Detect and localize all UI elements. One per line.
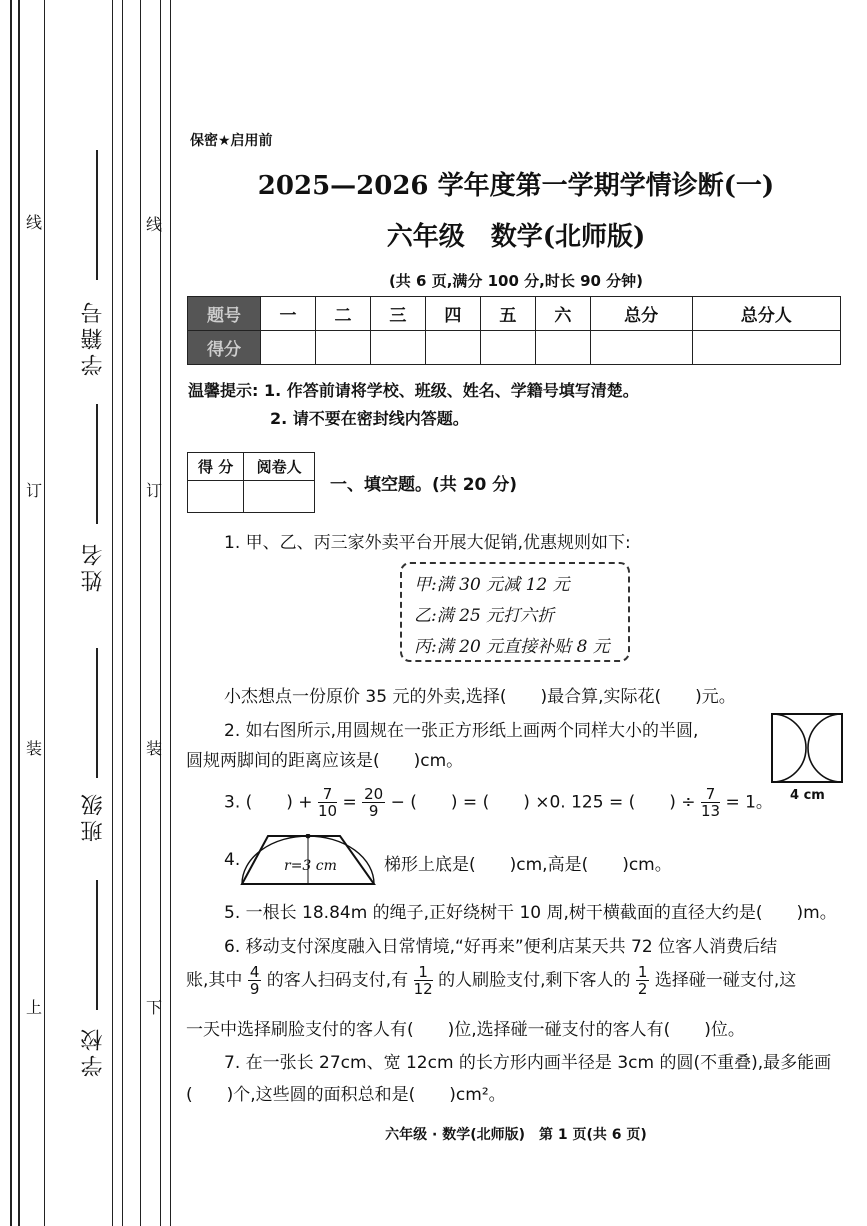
score-cell[interactable] <box>590 331 692 365</box>
question-7-line-1: 7. 在一张长 27cm、宽 12cm 的长方形内画半径是 3cm 的圆(不重叠),最多能画 <box>224 1053 832 1073</box>
grader-score-header: 得 分 <box>188 453 244 481</box>
discount-rule-jia: 甲:满 30 元减 12 元 <box>414 575 570 595</box>
exam-info: (共 6 页,满分 100 分,时长 90 分钟) <box>388 272 644 290</box>
seal-mark-zhuang-outer: 装 <box>26 739 43 758</box>
fraction-7-13: $\frac{7}{13}$ <box>700 785 721 820</box>
q3-part-b: = <box>342 792 357 813</box>
question-6-line-3: 一天中选择刷脸支付的客人有( )位,选择碰一碰支付的客人有( )位。 <box>186 1020 745 1040</box>
school-field[interactable] <box>96 880 112 1010</box>
score-col-grader: 总分人 <box>692 297 840 331</box>
question-1-text: 1. 甲、乙、丙三家外卖平台开展大促销,优惠规则如下: <box>224 533 631 553</box>
fraction-1-12: $\frac{1}{12}$ <box>413 963 433 998</box>
score-table <box>187 296 841 365</box>
seal-mark-xia-inner: 下 <box>146 998 163 1017</box>
q6-part-b: 的客人扫码支付,有 <box>266 970 409 991</box>
q6-part-c: 的人刷脸支付,剩下客人的 <box>438 970 631 991</box>
tips-label: 温馨提示: <box>188 381 259 400</box>
discount-rule-yi: 乙:满 25 元打六折 <box>414 606 555 626</box>
score-cell[interactable] <box>480 331 535 365</box>
score-row-label-score: 得分 <box>188 331 261 365</box>
tip-2: 2. 请不要在密封线内答题。 <box>270 409 469 428</box>
radius-label: r=3 cm <box>284 858 337 874</box>
q3-part-d: = 1。 <box>725 792 773 813</box>
square-size-label: 4 cm <box>790 788 825 803</box>
grader-score-cell[interactable] <box>188 481 244 513</box>
fraction-20-9: $\frac{20}{9}$ <box>364 785 384 820</box>
exam-subtitle: 六年级 数学(北师版) <box>386 222 646 252</box>
q3-part-c: − ( ) = ( ) ×0. 125 = ( ) ÷ <box>390 792 696 813</box>
question-4-text: 梯形上底是( )cm,高是( )cm。 <box>384 855 672 875</box>
score-cell[interactable] <box>315 331 370 365</box>
fraction-1-2: $\frac{1}{2}$ <box>637 963 648 998</box>
page-footer: 六年级 · 数学(北师版) 第 1 页(共 6 页) <box>385 1127 647 1143</box>
grader-name-cell[interactable] <box>244 481 315 513</box>
question-5: 5. 一根长 18.84m 的绳子,正好绕树干 10 周,树干横截面的直径大约是( )m。 <box>224 903 837 923</box>
seal-mark-ding-outer: 订 <box>26 481 43 500</box>
score-cell[interactable] <box>261 331 316 365</box>
question-6-line-2 <box>186 964 796 997</box>
seal-mark-ding-inner: 订 <box>146 481 163 500</box>
score-col-1: 一 <box>261 297 316 331</box>
score-col-6: 六 <box>535 297 590 331</box>
school-label: 学校 <box>81 1025 106 1077</box>
score-cell[interactable] <box>425 331 480 365</box>
question-4-number: 4. <box>224 850 241 870</box>
fraction-4-9: $\frac{4}{9}$ <box>249 963 260 998</box>
discount-rule-bing: 丙:满 20 元直接补贴 8 元 <box>414 637 610 657</box>
score-col-5: 五 <box>480 297 535 331</box>
score-cell[interactable] <box>692 331 840 365</box>
exam-title: 2025—2026 学年度第一学期学情诊断(一) <box>257 171 775 201</box>
q6-part-a: 账,其中 <box>186 970 243 991</box>
class-label: 班级 <box>81 790 106 842</box>
q6-part-d: 选择碰一碰支付,这 <box>654 970 797 991</box>
question-7-line-2: ( )个,这些圆的面积总和是( )cm²。 <box>186 1085 506 1105</box>
class-field[interactable] <box>96 648 112 778</box>
name-label: 姓名 <box>81 540 106 592</box>
question-2-line-2: 圆规两脚间的距离应该是( )cm。 <box>186 751 464 771</box>
tip-1: 1. 作答前请将学校、班级、姓名、学籍号填写清楚。 <box>264 381 639 400</box>
question-3 <box>224 786 773 819</box>
score-col-4: 四 <box>425 297 480 331</box>
question-1-ask: 小杰想点一份原价 35 元的外卖,选择( )最合算,实际花( )元。 <box>224 687 736 707</box>
fraction-7-10: $\frac{7}{10}$ <box>317 785 338 820</box>
q3-part-a: 3. ( ) + <box>224 792 313 813</box>
seal-mark-xian-outer: 线 <box>26 213 43 232</box>
confidential-label: 保密★启用前 <box>190 133 273 149</box>
student-id-field[interactable] <box>96 150 112 280</box>
score-cell[interactable] <box>535 331 590 365</box>
score-row-label-number: 题号 <box>188 297 261 331</box>
question-2-line-1: 2. 如右图所示,用圆规在一张正方形纸上画两个同样大小的半圆, <box>224 721 699 741</box>
section-grader-box <box>187 452 315 513</box>
seal-mark-zhuang-inner: 装 <box>146 739 163 758</box>
student-id-label: 学籍号 <box>81 298 106 376</box>
score-cell[interactable] <box>370 331 425 365</box>
score-col-2: 二 <box>315 297 370 331</box>
square-semicircles-figure <box>770 712 846 784</box>
score-col-3: 三 <box>370 297 425 331</box>
section-1-title: 一、填空题。(共 20 分) <box>330 475 518 495</box>
seal-mark-shang-outer: 上 <box>26 998 43 1017</box>
seal-mark-xian-inner: 线 <box>146 215 163 234</box>
score-col-total: 总分 <box>590 297 692 331</box>
name-field[interactable] <box>96 404 112 524</box>
grader-name-header: 阅卷人 <box>244 453 315 481</box>
question-6-line-1: 6. 移动支付深度融入日常情境,“好再来”便利店某天共 72 位客人消费后结 <box>224 937 778 957</box>
